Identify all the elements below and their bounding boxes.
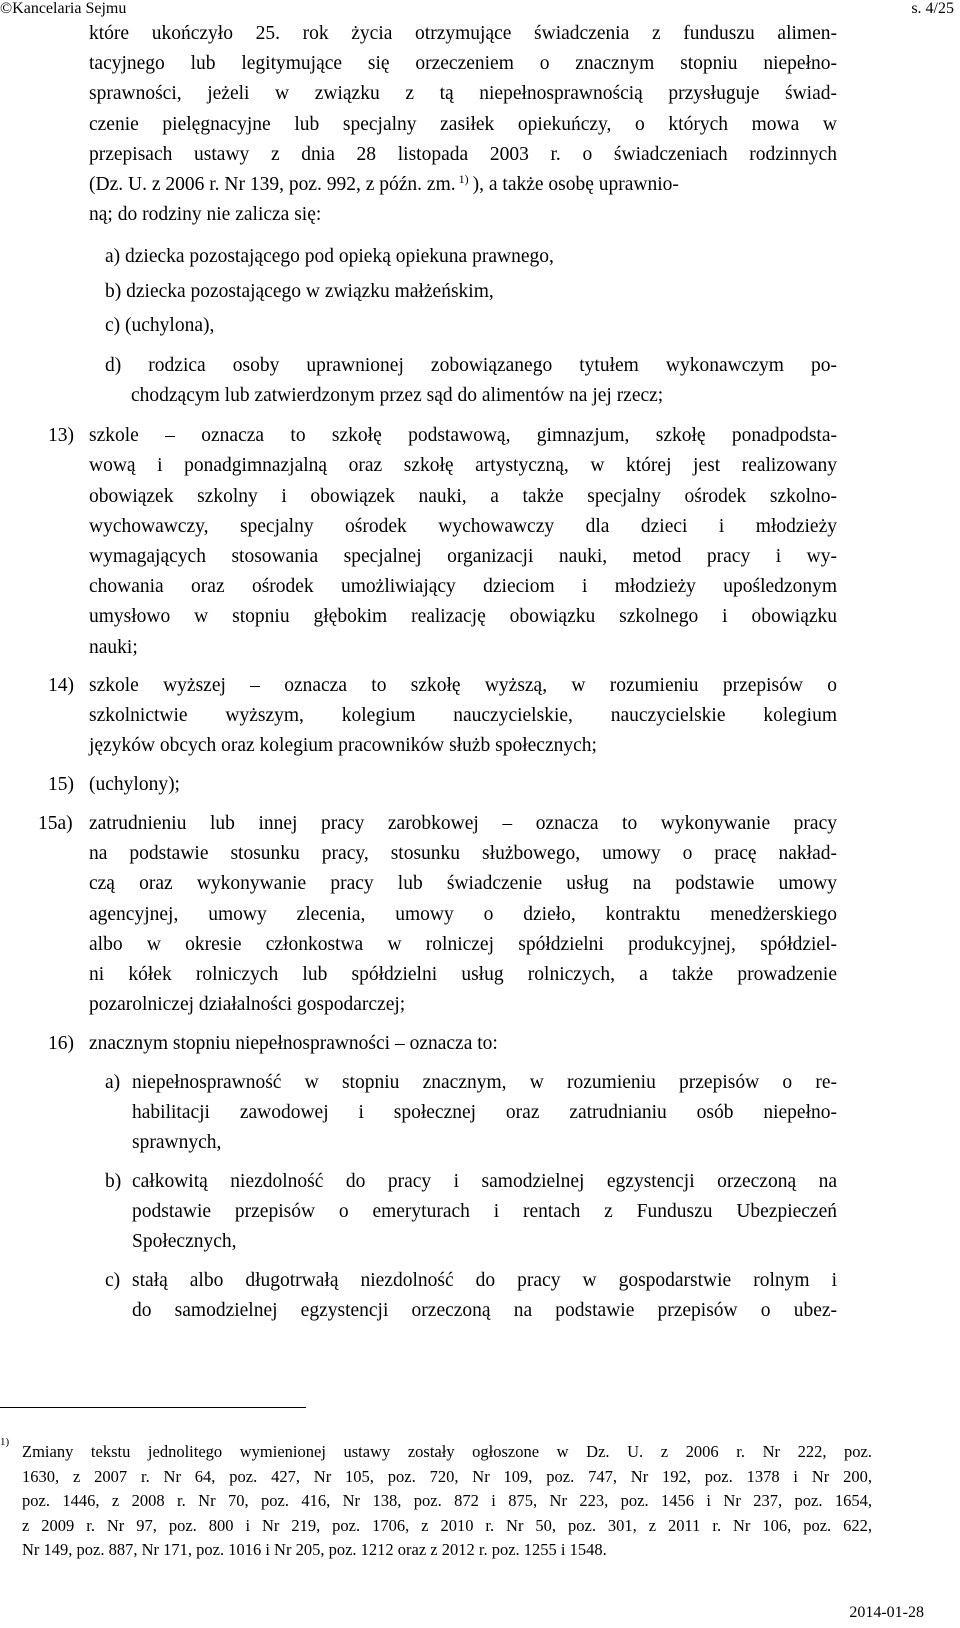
item-16-label: 16) bbox=[48, 1033, 74, 1054]
item-13-line: szkole – oznacza to szkołę podstawową, gimnazjum, szkołę ponadpodsta- bbox=[89, 425, 837, 446]
intro-line bbox=[89, 170, 679, 200]
item-15a-line: albo w okresie członkostwa w rolniczej spółdzielni produkcyjnej, spółdziel- bbox=[89, 934, 837, 955]
footnote-separator bbox=[0, 1407, 306, 1408]
subpoint-d-cont: chodzącym lub zatwierdzonym przez sąd do alimentów na jej rzecz; bbox=[131, 385, 664, 406]
footnote-mark: 1) bbox=[0, 1436, 10, 1448]
footnote-line: 1630, z 2007 r. Nr 64, poz. 427, Nr 105, poz. 720, Nr 109, poz. 747, Nr 192, poz. 1378 i Nr 200, bbox=[22, 1466, 872, 1486]
item-13-line: chowania oraz ośrodek umożliwiający dzieciom i młodzieży upośledzonym bbox=[89, 576, 837, 597]
item-16-a-line: sprawnych, bbox=[132, 1132, 222, 1153]
footnote-reference: 1) bbox=[458, 171, 469, 186]
subpoint-d: d) rodzica osoby uprawnionej zobowiązanego tytułem wykonawczym po- bbox=[105, 355, 837, 376]
item-16-b-line: całkowitą niezdolność do pracy i samodzielnej egzystencji orzeczoną na bbox=[132, 1171, 837, 1192]
item-16-a-label: a) bbox=[105, 1072, 121, 1093]
item-15-text: (uchylony); bbox=[89, 774, 180, 795]
item-14-line: szkole wyższej – oznacza to szkołę wyższą, w rozumieniu przepisów o bbox=[89, 675, 837, 696]
item-16-b-line: podstawie przepisów o emeryturach i rentach z Funduszu Ubezpieczeń bbox=[132, 1201, 837, 1222]
document-date: 2014-01-28 bbox=[849, 1604, 924, 1621]
subpoint-a: a) dziecka pozostającego pod opieką opiekuna prawnego, bbox=[105, 246, 554, 267]
item-13-line: wymagających stosowania specjalnej organizacji nauki, metod pracy i wy- bbox=[89, 546, 837, 567]
item-16-c-line: do samodzielnej egzystencji orzeczoną na podstawie przepisów o ubez- bbox=[132, 1300, 837, 1321]
intro-line: przepisach ustawy z dnia 28 listopada 2003 r. o świadczeniach rodzinnych bbox=[89, 144, 837, 165]
footnote-line: poz. 1446, z 2008 r. Nr 70, poz. 416, Nr 138, poz. 872 i 875, Nr 223, poz. 1456 i Nr 237, poz. 1654, bbox=[22, 1491, 872, 1511]
item-15a-line: zatrudnieniu lub innej pracy zarobkowej – oznacza to wykonywanie pracy bbox=[89, 813, 837, 834]
subpoint-b: b) dziecka pozostającego w związku małżeńskim, bbox=[105, 281, 494, 302]
item-15a-line: na podstawie stosunku pracy, stosunku służbowego, umowy o pracę nakład- bbox=[89, 843, 837, 864]
intro-line-tail: ), a także osobę uprawnio- bbox=[472, 174, 679, 195]
intro-line-text: (Dz. U. z 2006 r. Nr 139, poz. 992, z późn. zm. bbox=[89, 174, 456, 195]
item-15a-line: ni kółek rolniczych lub spółdzielni usług rolniczych, a także prowadzenie bbox=[89, 964, 837, 985]
footnote-line: Zmiany tekstu jednolitego wymienionej ustawy zostały ogłoszone w Dz. U. z 2006 r. Nr 222, poz. bbox=[22, 1442, 872, 1461]
item-15a-line: agencyjnej, umowy zlecenia, umowy o dzieło, kontraktu menedżerskiego bbox=[89, 904, 837, 925]
intro-line: czenie pielęgnacyjne lub specjalny zasiłek opiekuńczy, o których mowa w bbox=[89, 114, 837, 135]
item-16-c-label: c) bbox=[105, 1270, 121, 1291]
item-16-a-line: habilitacji zawodowej i społecznej oraz zatrudnianiu osób niepełno- bbox=[132, 1102, 837, 1123]
item-16-c-line: stałą albo długotrwałą niezdolność do pracy w gospodarstwie rolnym i bbox=[132, 1270, 837, 1291]
item-15-label: 15) bbox=[48, 774, 74, 795]
item-14-line: języków obcych oraz kolegium pracowników służb społecznych; bbox=[89, 735, 597, 756]
item-15a-line: pozarolniczej działalności gospodarczej; bbox=[89, 994, 406, 1015]
item-16-b-line: Społecznych, bbox=[132, 1231, 237, 1252]
item-16-text: znacznym stopniu niepełnosprawności – oznacza to: bbox=[89, 1033, 498, 1054]
item-16-b-label: b) bbox=[105, 1171, 122, 1192]
footnote-line: z 2009 r. Nr 97, poz. 800 i Nr 219, poz. 1706, z 2010 r. Nr 50, poz. 301, z 2011 r. Nr 106, poz. 622, bbox=[22, 1515, 872, 1535]
item-16-a-line: niepełnosprawność w stopniu znacznym, w rozumieniu przepisów o re- bbox=[132, 1072, 837, 1093]
page-number: s. 4/25 bbox=[911, 0, 954, 17]
item-14-label: 14) bbox=[48, 675, 74, 696]
intro-line: ną; do rodziny nie zalicza się: bbox=[89, 204, 322, 225]
item-15a-line: czą oraz wykonywanie pracy lub świadczenie usług na podstawie umowy bbox=[89, 873, 837, 894]
item-14-line: szkolnictwie wyższym, kolegium nauczycielskie, nauczycielskie kolegium bbox=[89, 705, 837, 726]
item-15a-label: 15a) bbox=[38, 813, 73, 834]
intro-line: które ukończyło 25. rok życia otrzymujące świadczenia z funduszu alimen- bbox=[89, 23, 837, 44]
item-13-line: nauki; bbox=[89, 637, 138, 658]
item-13-label: 13) bbox=[48, 425, 74, 446]
intro-line: sprawności, jeżeli w związku z tą niepełnosprawnością przysługuje świad- bbox=[89, 83, 837, 104]
item-13-line: wychowawczy, specjalny ośrodek wychowawczy dla dzieci i młodzieży bbox=[89, 516, 837, 537]
item-13-line: umysłowo w stopniu głębokim realizację obowiązku szkolnego i obowiązku bbox=[89, 606, 837, 627]
item-13-line: obowiązek szkolny i obowiązek nauki, a także specjalny ośrodek szkolno- bbox=[89, 486, 837, 507]
item-13-line: wową i ponadgimnazjalną oraz szkołę artystyczną, w której jest realizowany bbox=[89, 455, 837, 476]
subpoint-c: c) (uchylona), bbox=[105, 315, 215, 336]
footnote-line: Nr 149, poz. 887, Nr 171, poz. 1016 i Nr 205, poz. 1212 oraz z 2012 r. poz. 1255 i 1548. bbox=[22, 1540, 607, 1560]
footnote-text bbox=[22, 1440, 872, 1563]
page-header-left: ©Kancelaria Sejmu bbox=[0, 0, 127, 17]
intro-line: tacyjnego lub legitymujące się orzeczeniem o znacznym stopniu niepełno- bbox=[89, 53, 837, 74]
